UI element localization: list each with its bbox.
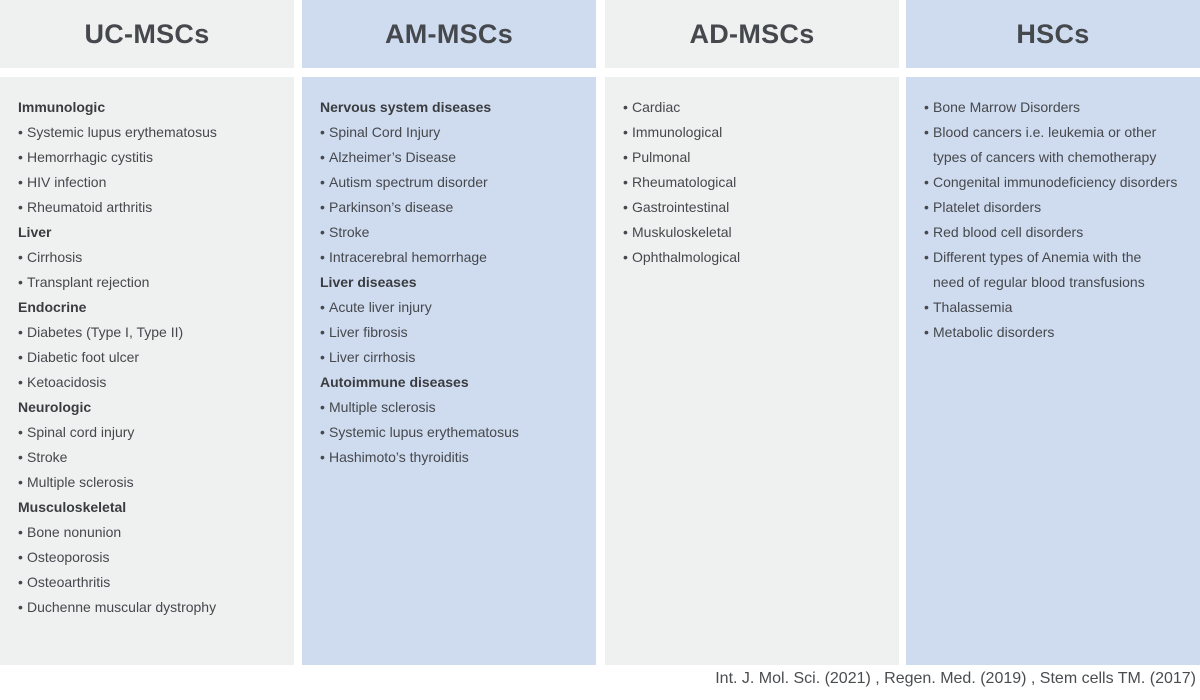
column-body [0, 77, 294, 665]
category-heading: Autoimmune diseases [320, 374, 469, 390]
bullet-icon: • [320, 324, 325, 340]
list-item [623, 120, 899, 145]
list-item-continuation: need of regular blood transfusions [933, 274, 1145, 290]
source-citation: Int. J. Mol. Sci. (2021) , Regen. Med. (2019) , Stem cells TM. (2017) [715, 670, 1196, 687]
list-item-text: Bone Marrow Disorders [933, 99, 1081, 115]
list-item-text: Spinal Cord Injury [329, 124, 441, 140]
list-item-text: Duchenne muscular dystrophy [27, 599, 217, 615]
bullet-icon: • [18, 174, 23, 190]
bullet-icon: • [623, 249, 628, 265]
list-item-text: Stroke [329, 224, 370, 240]
list-item-text: Rheumatoid arthritis [27, 199, 153, 215]
list-item-text: Multiple sclerosis [27, 474, 134, 490]
bullet-icon: • [320, 224, 325, 240]
list-item-text: Pulmonal [632, 149, 691, 165]
list-item-text: Rheumatological [632, 174, 737, 190]
bullet-icon: • [924, 99, 929, 115]
list-item [924, 120, 1200, 145]
list-item-continuation: types of cancers with chemotherapy [933, 149, 1157, 165]
list-item-text: Systemic lupus erythematosus [27, 124, 217, 140]
bullet-icon: • [623, 174, 628, 190]
bullet-icon: • [18, 324, 23, 340]
list-item [320, 295, 596, 320]
column-body [906, 77, 1200, 665]
list-item-text: Platelet disorders [933, 199, 1042, 215]
list-item [18, 595, 294, 620]
list-item [18, 120, 294, 145]
category-heading: Musculoskeletal [18, 499, 127, 515]
category-heading: Immunologic [18, 99, 106, 115]
list-item [924, 220, 1200, 245]
bullet-icon: • [320, 199, 325, 215]
list-item-text: Cirrhosis [27, 249, 83, 265]
list-item [924, 95, 1200, 120]
bullet-icon: • [623, 149, 628, 165]
list-item [18, 270, 294, 295]
list-item-text: Multiple sclerosis [329, 399, 436, 415]
list-item [18, 470, 294, 495]
list-item-text: Osteoarthritis [27, 574, 111, 590]
bullet-icon: • [924, 299, 929, 315]
bullet-icon: • [320, 124, 325, 140]
list-item [18, 545, 294, 570]
bullet-icon: • [320, 249, 325, 265]
list-item [320, 445, 596, 470]
list-item [18, 245, 294, 270]
bullet-icon: • [18, 449, 23, 465]
list-item [18, 170, 294, 195]
bullet-icon: • [320, 399, 325, 415]
list-item-text: Diabetes (Type I, Type II) [27, 324, 184, 340]
column-header: UC-MSCs [0, 0, 294, 68]
bullet-icon: • [320, 174, 325, 190]
list-item-text: Liver fibrosis [329, 324, 408, 340]
column-body [605, 77, 899, 665]
list-item-text: Metabolic disorders [933, 324, 1055, 340]
list-item-text: Diabetic foot ulcer [27, 349, 140, 365]
list-item [320, 395, 596, 420]
list-item [18, 320, 294, 345]
category-heading: Nervous system diseases [320, 99, 492, 115]
bullet-icon: • [320, 299, 325, 315]
list-item-text: Red blood cell disorders [933, 224, 1084, 240]
list-item-text: Ophthalmological [632, 249, 741, 265]
list-item [924, 195, 1200, 220]
list-item [320, 320, 596, 345]
column-hscs [906, 0, 1200, 340]
list-item [320, 245, 596, 270]
list-item-text: Acute liver injury [329, 299, 432, 315]
bullet-icon: • [18, 374, 23, 390]
list-item-text: Immunological [632, 124, 723, 140]
column-uc-mscs [0, 0, 294, 615]
list-item [623, 245, 899, 270]
list-item [18, 445, 294, 470]
list-item [320, 145, 596, 170]
list-item [18, 370, 294, 395]
list-item-text: Transplant rejection [27, 274, 150, 290]
list-item [320, 420, 596, 445]
list-item-text: Cardiac [632, 99, 681, 115]
column-header: AM-MSCs [302, 0, 596, 68]
list-item [924, 245, 1200, 270]
list-item-text: Autism spectrum disorder [329, 174, 488, 190]
bullet-icon: • [18, 524, 23, 540]
bullet-icon: • [18, 149, 23, 165]
column-ad-mscs [605, 0, 899, 265]
list-item [18, 345, 294, 370]
bullet-icon: • [18, 549, 23, 565]
bullet-icon: • [924, 174, 929, 190]
list-item-text: Spinal cord injury [27, 424, 135, 440]
list-item [320, 195, 596, 220]
list-item-text: Bone nonunion [27, 524, 122, 540]
bullet-icon: • [924, 324, 929, 340]
list-item [320, 120, 596, 145]
category-heading: Neurologic [18, 399, 92, 415]
bullet-icon: • [623, 99, 628, 115]
list-item [924, 170, 1200, 195]
list-item-text: Intracerebral hemorrhage [329, 249, 487, 265]
list-item [18, 420, 294, 445]
list-item-text: Stroke [27, 449, 68, 465]
category-heading: Endocrine [18, 299, 87, 315]
list-item [623, 195, 899, 220]
bullet-icon: • [924, 199, 929, 215]
bullet-icon: • [18, 249, 23, 265]
list-item-text: Liver cirrhosis [329, 349, 416, 365]
bullet-icon: • [924, 124, 929, 140]
list-item-text: Systemic lupus erythematosus [329, 424, 519, 440]
column-header: AD-MSCs [605, 0, 899, 68]
list-item [924, 320, 1200, 345]
column-am-mscs [302, 0, 596, 465]
list-item-text: Alzheimer’s Disease [329, 149, 457, 165]
bullet-icon: • [623, 124, 628, 140]
bullet-icon: • [320, 449, 325, 465]
list-item-text: Thalassemia [933, 299, 1013, 315]
list-item-text: Different types of Anemia with the [933, 249, 1142, 265]
bullet-icon: • [924, 249, 929, 265]
list-item-text: Blood cancers i.e. leukemia or other [933, 124, 1157, 140]
list-item-text: Hemorrhagic cystitis [27, 149, 154, 165]
list-item [18, 195, 294, 220]
list-item [320, 220, 596, 245]
bullet-icon: • [18, 199, 23, 215]
bullet-icon: • [623, 199, 628, 215]
bullet-icon: • [18, 424, 23, 440]
category-heading: Liver [18, 224, 52, 240]
bullet-icon: • [18, 599, 23, 615]
list-item-text: Osteoporosis [27, 549, 110, 565]
bullet-icon: • [18, 274, 23, 290]
list-item [320, 345, 596, 370]
list-item-text: Congenital immunodeficiency disorders [933, 174, 1178, 190]
list-item [18, 520, 294, 545]
list-item [623, 95, 899, 120]
list-item-text: Parkinson’s disease [329, 199, 454, 215]
list-item-text: Hashimoto’s thyroiditis [329, 449, 469, 465]
bullet-icon: • [623, 224, 628, 240]
bullet-icon: • [320, 349, 325, 365]
list-item [623, 170, 899, 195]
column-header: HSCs [906, 0, 1200, 68]
list-item-text: HIV infection [27, 174, 107, 190]
list-item [18, 145, 294, 170]
list-item-text: Gastrointestinal [632, 199, 730, 215]
bullet-icon: • [18, 349, 23, 365]
category-heading: Liver diseases [320, 274, 417, 290]
list-item-text: Ketoacidosis [27, 374, 107, 390]
list-item [320, 170, 596, 195]
list-item [924, 295, 1200, 320]
bullet-icon: • [320, 424, 325, 440]
bullet-icon: • [18, 124, 23, 140]
bullet-icon: • [18, 474, 23, 490]
list-item [18, 570, 294, 595]
list-item [623, 145, 899, 170]
list-item-text: Muskuloskeletal [632, 224, 732, 240]
list-item [623, 220, 899, 245]
column-body [302, 77, 596, 665]
bullet-icon: • [18, 574, 23, 590]
bullet-icon: • [924, 224, 929, 240]
bullet-icon: • [320, 149, 325, 165]
